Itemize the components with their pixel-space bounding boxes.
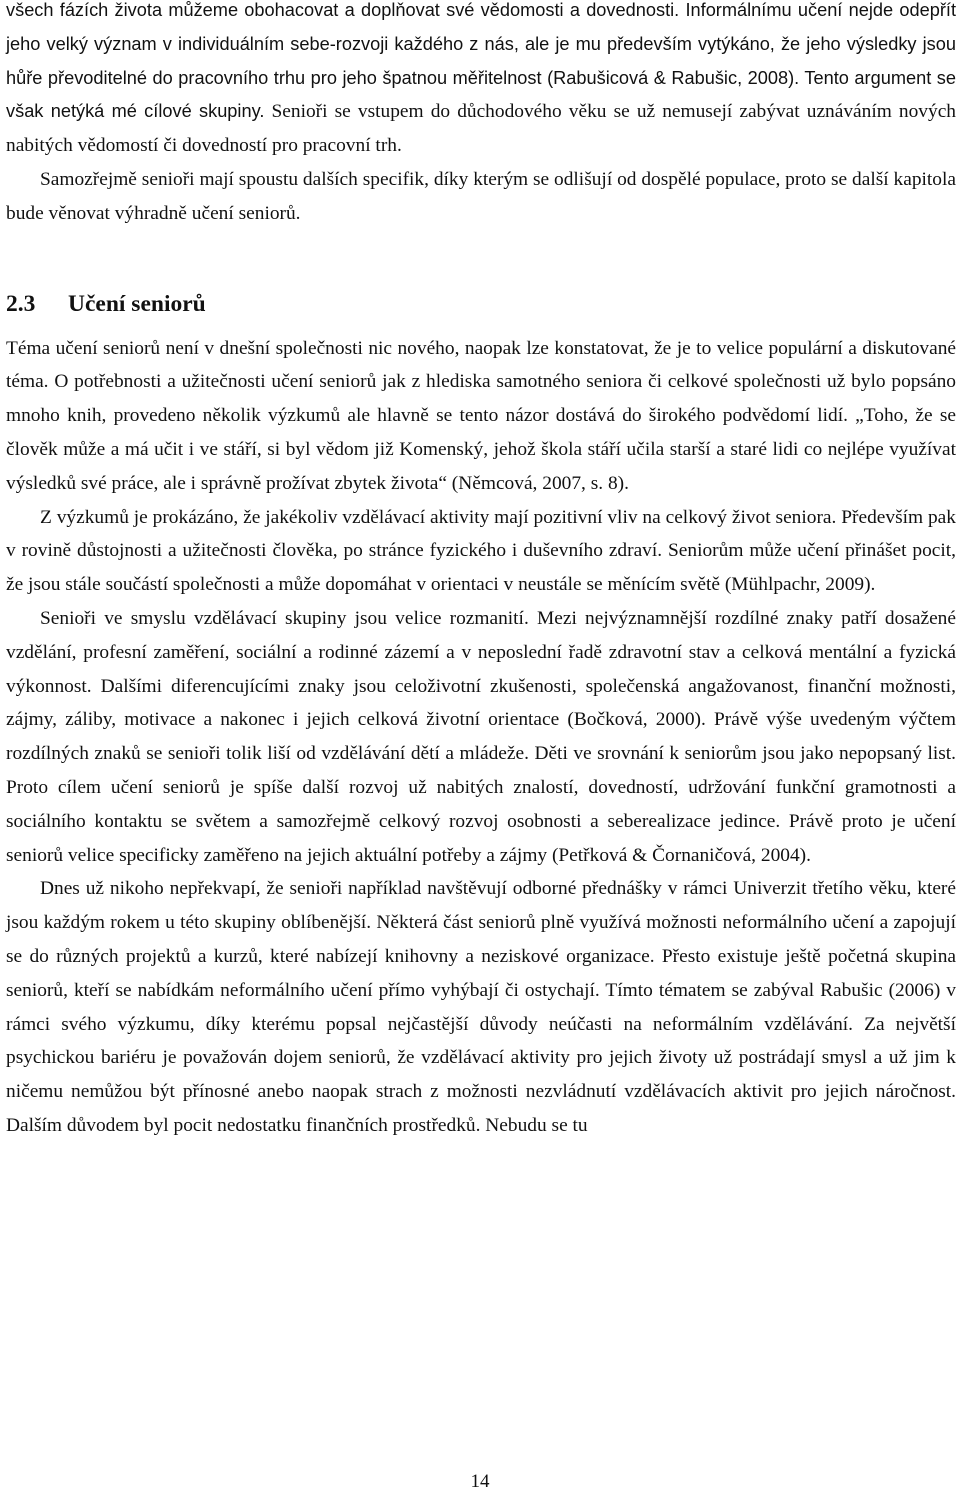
paragraph-diversity: Senioři ve smyslu vzdělávací skupiny jsou velice rozmanití. Mezi nejvýznamnější rozdílné znaky patří dosažené vzdělání, profesní zaměření, sociální a rodinné zázemí a v neposlední řadě zdravotní stav a celková mentální a fyzická výkonnost. Dalšími diferencujícími znaky jsou celoživotní zkušenosti, společenská angažovanost, finanční možnosti, zájmy, záliby, motivace a nakonec i jejich celková životní orientace (Bočková, 2000). Právě výše uvedeným výčtem rozdílných znaků se senioři tolik liší od vzdělávání dětí a mládeže. Děti ve srovnání k seniorům jsou jako nepopsaný list. Proto cílem učení seniorů je spíše další rozvoj už nabitých znalostí, dovedností, udržování funkční gramotnosti a sociálního kontaktu se světem a samozřejmě celkový rozvoj osobnosti a seberealizace jedince. Právě proto je učení seniorů velice specificky zaměřeno na jejich aktuální potřeby a zájmy (Petřková & Čornaničová, 2004). [6,607,956,866]
section-number: 2.3 [6,290,36,317]
section-spacer [6,319,956,332]
paragraph-continued [6,0,956,163]
paragraph-research: Z výzkumů je prokázáno, že jakékoliv vzdělávací aktivity mají pozitivní vliv na celkový život seniora. Především pak v rovině důstojnosti a užitečnosti člověka, po stránce fyzického i duševního zdraví. Seniorům může učení přinášet pocit, že jsou stále součástí společnosti a může dopomáhat v orientaci v neustále se měnícím světě (Mühlpachr, 2009). [6,506,956,596]
section-title: Učení seniorů [68,290,206,317]
paragraph-intro: Téma učení seniorů není v dnešní společnosti nic nového, naopak lze konstatovat, že je to velice populární a diskutované téma. O potřebnosti a užitečnosti učení seniorů jak z hlediska samotného seniora či celkové společnosti už bylo popsáno mnoho knih, provedeno několik výzkumů ale hlavně se tento názor dostává do širokého podvědomí lidí. „Toho, že se člověk může a má učit i ve stáří, si byl vědom již Komenský, jehož škola stáří učila starší a staré lidi co nejlépe využívat výsledků své práce, ale i správně prožívat zbytek života“ (Němcová, 2007, s. 8). [6,337,956,494]
section-heading [6,289,956,319]
paragraph-seniors-specifics: Samozřejmě senioři mají spoustu dalších specifik, díky kterým se odlišují od dospělé populace, proto se další kapitola bude věnovat výhradně učení seniorů. [6,168,956,224]
paragraph-continued-sans-part: všech fázích života můžeme obohacovat a doplňovat své vědomosti a dovednosti. Informálnímu učení nejde odepřít jeho velký význam v individuálním sebe-rozvoji každého z nás, ale je mu především vytýkáno, že jeho výsledky jsou hůře převoditelné do pracovního trhu pro jeho špatnou měřitelnost (Rabušicová & Rabušic, 2008). Tento argument se však netýká mé cílové skupiny. [6,0,956,122]
paragraph-nonformal-learning: Dnes už nikoho nepřekvapí, že senioři například navštěvují odborné přednášky v rámci Univerzit třetího věku, které jsou každým rokem u této skupiny oblíbenější. Některá část seniorů plně využívá možnosti neformálního učení a zapojují se do různých projektů a kurzů, které nabízejí knihovny a neziskové organizace. Přesto existuje ještě početná skupina seniorů, kteří se nabídkám neformálního učení přímo vyhýbají či ostychají. Tímto tématem se zabýval Rabušic (2006) v rámci svého výzkumu, díky kterému popsal nejčastější důvody neúčasti na neformálním vzdělávání. Za největší psychickou bariéru je považován dojem seniorů, že vzdělávací aktivity pro jejich životy už postrádají smysl a už jim k ničemu nemůžou být přínosné anebo naopak strach z možnosti nezvládnutí vzdělávacích aktivit pro jejich náročnost. Dalším důvodem byl pocit nedostatku finančních prostředků. Nebudu se tu [6,878,956,1136]
page-number: 14 [470,1471,490,1492]
paragraph-continued-serif-part: Senioři se vstupem do důchodového věku se už nemusejí zabývat uznáváním nových nabitých vědomostí či dovedností pro pracovní trh. [6,101,957,157]
page-content [6,0,956,1143]
